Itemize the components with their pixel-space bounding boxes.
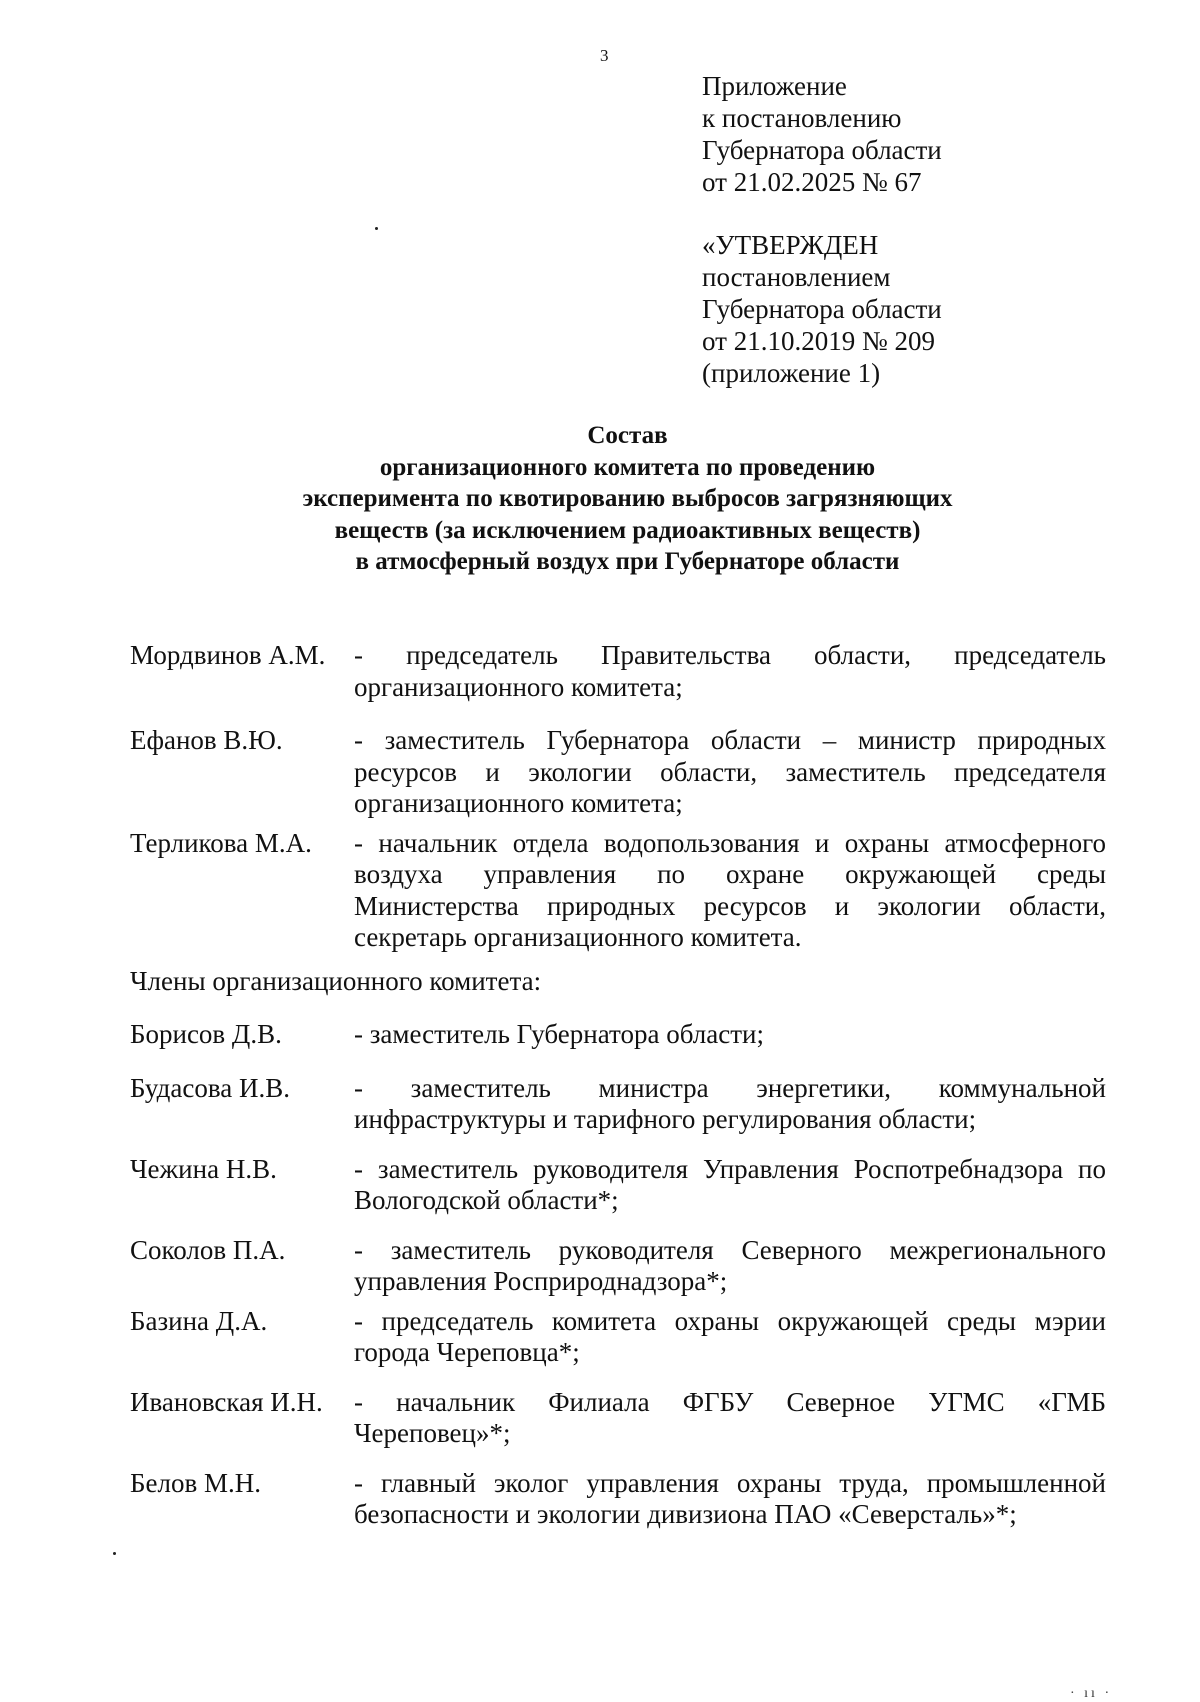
title-line: в атмосферный воздух при Губернаторе области: [355, 548, 900, 575]
member-role: - заместитель министра энергетики, коммунальной инфраструктуры и тарифного регулирования области;: [354, 1072, 1106, 1134]
member-name: Чежина Н.В.: [130, 1153, 277, 1184]
annex-line: Приложение: [702, 71, 847, 101]
approval-stamp-text: [702, 229, 942, 389]
member-row: [130, 1306, 1106, 1369]
member-row: [130, 1468, 1106, 1531]
member-row: [130, 1073, 1106, 1136]
annex-line: Губернатора области: [702, 135, 942, 165]
page-number: 3: [600, 46, 609, 65]
approval-line: (приложение 1): [702, 358, 881, 388]
member-role: - заместитель руководителя Северного межрегионального управления Росприроднадзора*;: [354, 1234, 1106, 1296]
approval-line: от 21.10.2019 № 209: [702, 326, 935, 356]
member-name: Базина Д.А.: [130, 1305, 268, 1336]
member-name: Мордвинов А.М.: [130, 640, 326, 670]
annex-header: [702, 70, 942, 198]
leadership-row: [130, 725, 1106, 820]
approval-line: постановлением: [702, 262, 891, 292]
member-name: Борисов Д.В.: [130, 1019, 282, 1049]
scan-speck: [113, 1552, 116, 1555]
annex-line: от 21.02.2025 № 67: [702, 167, 922, 197]
member-role: - начальник Филиала ФГБУ Северное УГМС «ГМБ Череповец»*;: [354, 1386, 1106, 1448]
member-role: - председатель Правительства области, председатель организационного комитета;: [354, 640, 1106, 702]
member-name: Соколов П.А.: [130, 1234, 286, 1265]
annex-line: к постановлению: [702, 103, 902, 133]
member-row: [130, 1019, 1106, 1051]
member-role: - заместитель Губернатора области;: [354, 1019, 764, 1049]
leadership-row: [130, 640, 1106, 703]
title-line: Состав: [587, 422, 668, 449]
member-row: [130, 1235, 1106, 1298]
approval-line: Губернатора области: [702, 294, 942, 324]
title-line: веществ (за исключением радиоактивных веществ): [334, 516, 921, 544]
title-line: организационного комитета по проведению: [379, 453, 876, 481]
title-line: эксперимента по квотированию выбросов загрязняющих: [302, 485, 953, 512]
scan-edge-mark: · ıı ·: [1070, 1686, 1113, 1701]
member-name: Терликова М.А.: [130, 827, 312, 858]
scan-speck: [375, 227, 378, 230]
member-role: - заместитель руководителя Управления Роспотребнадзора по Вологодской области*;: [354, 1153, 1106, 1215]
member-role: - заместитель Губернатора области – министр природных ресурсов и экологии области, заместитель председателя организационного комитета;: [354, 725, 1106, 818]
member-role: - председатель комитета охраны окружающей среды мэрии города Череповца*;: [354, 1305, 1106, 1367]
member-name: Будасова И.В.: [130, 1072, 290, 1103]
leadership-row: [130, 828, 1106, 954]
approval-line: «УТВЕРЖДЕН: [702, 230, 879, 260]
member-row: [130, 1387, 1106, 1450]
member-row: [130, 1154, 1106, 1217]
member-name: Белов М.Н.: [130, 1467, 261, 1498]
document-title: [0, 420, 1200, 578]
member-role: - главный эколог управления охраны труда, промышленной безопасности и экологии дивизиона ПАО «Северсталь»*;: [354, 1467, 1106, 1529]
members-section-label: Члены организационного комитета:: [130, 965, 542, 996]
member-role: - начальник отдела водопользования и охраны атмосферного воздуха управления по охране окружающей среды Министерства природных ресурсов и экологии области, секретарь организационного комитета.: [354, 827, 1106, 952]
member-name: Ефанов В.Ю.: [130, 725, 283, 755]
member-name: Ивановская И.Н.: [130, 1386, 323, 1417]
committee-list: [130, 640, 1106, 1541]
